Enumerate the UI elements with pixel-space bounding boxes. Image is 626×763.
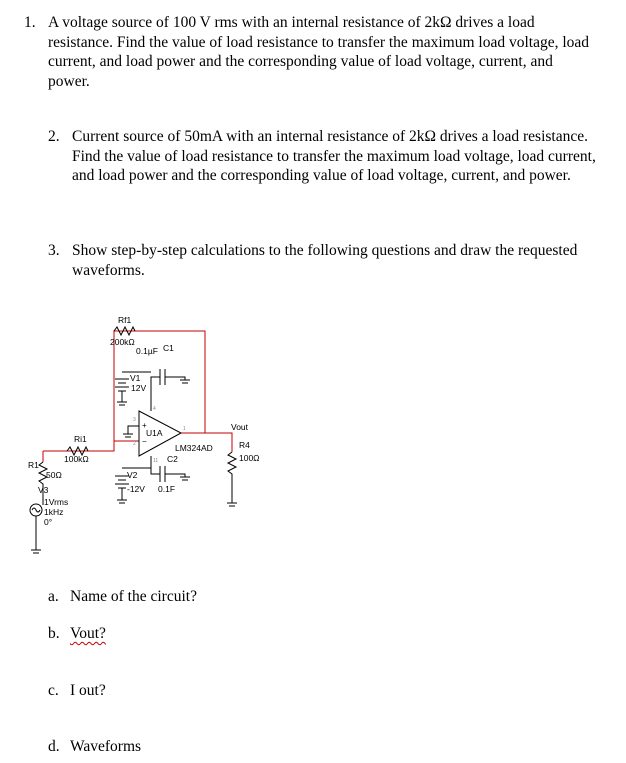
question-3-number: 3. [48,242,60,259]
v2-value: -12V [127,484,145,494]
v2-name: V2 [127,470,138,480]
subquestion-b-text: Vout? [70,625,106,642]
r4-value: 100Ω [239,453,260,463]
subquestion-c-letter: c. [48,682,59,699]
c2-name: C2 [167,454,178,464]
v3-amp: 1Vrms [44,497,69,507]
question-1-number: 1. [24,14,36,31]
subquestion-a-text: Name of the circuit? [70,588,197,605]
v1-value: 12V [131,383,147,393]
question-2-text: Current source of 50mA with an internal resistance of 2kΩ drives a load resistance. Find the value of load resistance to transfer the maximum load voltage, load current, and load power and the corresponding value of load voltage, current, and power. [72,128,596,184]
svg-text:−: − [142,437,147,446]
pin-1: 1 [183,426,186,432]
r4-resistor [228,452,236,503]
question-2-number: 2. [48,128,60,145]
subquestion-c-text: I out? [70,682,106,699]
question-3-text: Show step-by-step calculations to the following questions and draw the requested waveforms. [72,242,578,279]
pin-2: 2 [133,441,136,447]
subquestion-b-letter: b. [48,625,60,642]
subquestion-d [48,737,141,756]
v3-name: V3 [38,485,49,495]
subquestion-a [48,587,197,606]
pin-4: 4 [153,406,156,412]
rf1-value: 200kΩ [110,337,135,347]
noninv-ground-wire [128,426,139,434]
ri1-value: 100kΩ [64,454,89,464]
subquestion-c [48,681,106,700]
r4-name: R4 [239,440,250,450]
c1-value: 0.1µF [136,346,158,356]
c2-value: 0.1F [158,484,176,494]
question-1-text: A voltage source of 100 V rms with an internal resistance of 2kΩ drives a load resistance. Find the value of load resistance to transfer the maximum load voltage, load current, and load power and the corresponding value of load voltage, current, and power. [48,14,590,90]
opamp-name: U1A [146,428,163,438]
opamp-part: LM324AD [175,443,213,453]
subquestion-a-letter: a. [48,588,59,605]
pin-11: 11 [153,458,159,464]
c1-name: C1 [163,343,174,353]
svg-text:+: + [142,421,147,430]
vout-label: Vout [231,422,249,432]
rf1-name: Rf1 [118,315,132,325]
inverting-input-wire [114,390,139,441]
ri1-name: Ri1 [74,434,87,444]
subquestion-d-letter: d. [48,738,60,755]
subquestion-d-text: Waveforms [70,738,142,755]
r1-name: R1 [28,460,39,470]
r1-value: 50Ω [46,470,62,480]
v3-phase: 0° [44,517,53,527]
subquestion-b [48,624,106,643]
pin-3: 3 [133,417,136,423]
v1-name: V1 [130,373,141,383]
v3-freq: 1kHz [44,507,64,517]
